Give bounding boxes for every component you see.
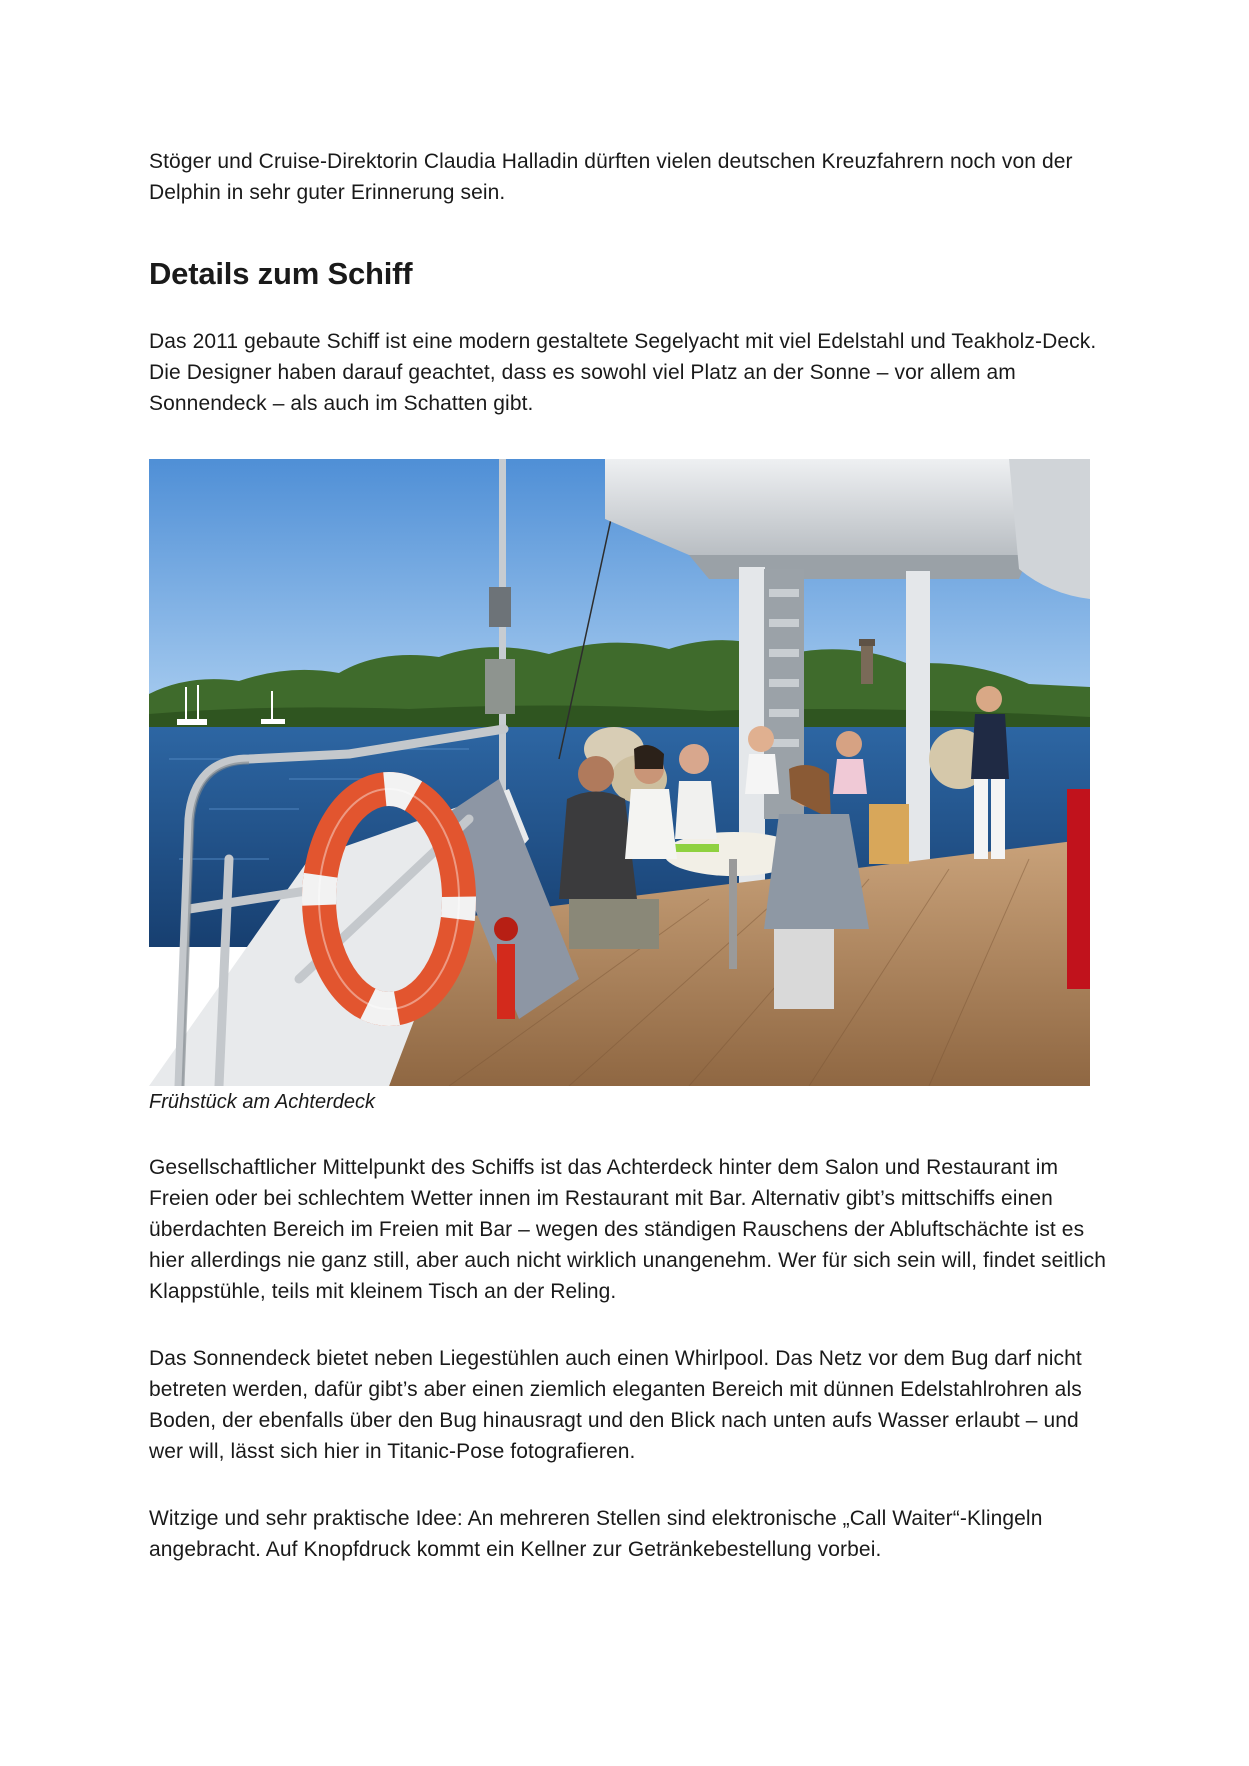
document-page xyxy=(149,146,1109,1565)
deck-chair xyxy=(869,804,909,864)
photo-caption: Frühstück am Achterdeck xyxy=(149,1091,376,1113)
call-waiter-paragraph: Witzige und sehr praktische Idee: An mehreren Stellen sind elektronische „Call Waiter“-Klingeln angebracht. Auf Knopfdruck kommt ein Kellner zur Getränkebestellung vorbei. xyxy=(149,1507,1043,1561)
social-paragraph: Gesellschaftlicher Mittelpunkt des Schiffs ist das Achterdeck hinter dem Salon und Restaurant im Freien oder bei schlechtem Wetter innen im Restaurant mit Bar. Alternativ gibt’s mittschiffs einen überdachten Bereich im Freien mit Bar – wegen des ständigen Rauschens der Abluftschächte ist es hier allerdings nie ganz still, aber auch nicht wirklich unangenehm. Wer für sich sein will, findet seitlich Klappstühle, teils mit kleinem Tisch an der Reling. xyxy=(149,1156,1107,1303)
deck-photo-illustration xyxy=(149,459,1090,1086)
fire-hydrant xyxy=(497,944,515,1019)
intro-paragraph: Stöger und Cruise-Direktorin Claudia Halladin dürften vielen deutschen Kreuzfahrern noch von der Delphin in sehr guter Erinnerung sein. xyxy=(149,150,1073,204)
sundeck-paragraph: Das Sonnendeck bietet neben Liegestühlen auch einen Whirlpool. Das Netz vor dem Bug darf nicht betreten werden, dafür gibt’s aber einen ziemlich eleganten Bereich mit dünnen Edelstahlrohren als Boden, der ebenfalls über den Bug hinausragt und den Blick nach unten aufs Wasser erlaubt – und wer will, lässt sich hier in Titanic-Pose fotografieren. xyxy=(149,1347,1082,1463)
deck-photo xyxy=(149,459,1090,1086)
section-heading: Details zum Schiff xyxy=(149,256,413,291)
details-paragraph: Das 2011 gebaute Schiff ist eine modern gestaltete Segelyacht mit viel Edelstahl und Teakholz-Deck. Die Designer haben darauf geachtet, dass es sowohl viel Platz an der Sonne – vor allem am Sonnendeck – als auch im Schatten gibt. xyxy=(149,330,1097,415)
lighthouse xyxy=(861,644,873,684)
